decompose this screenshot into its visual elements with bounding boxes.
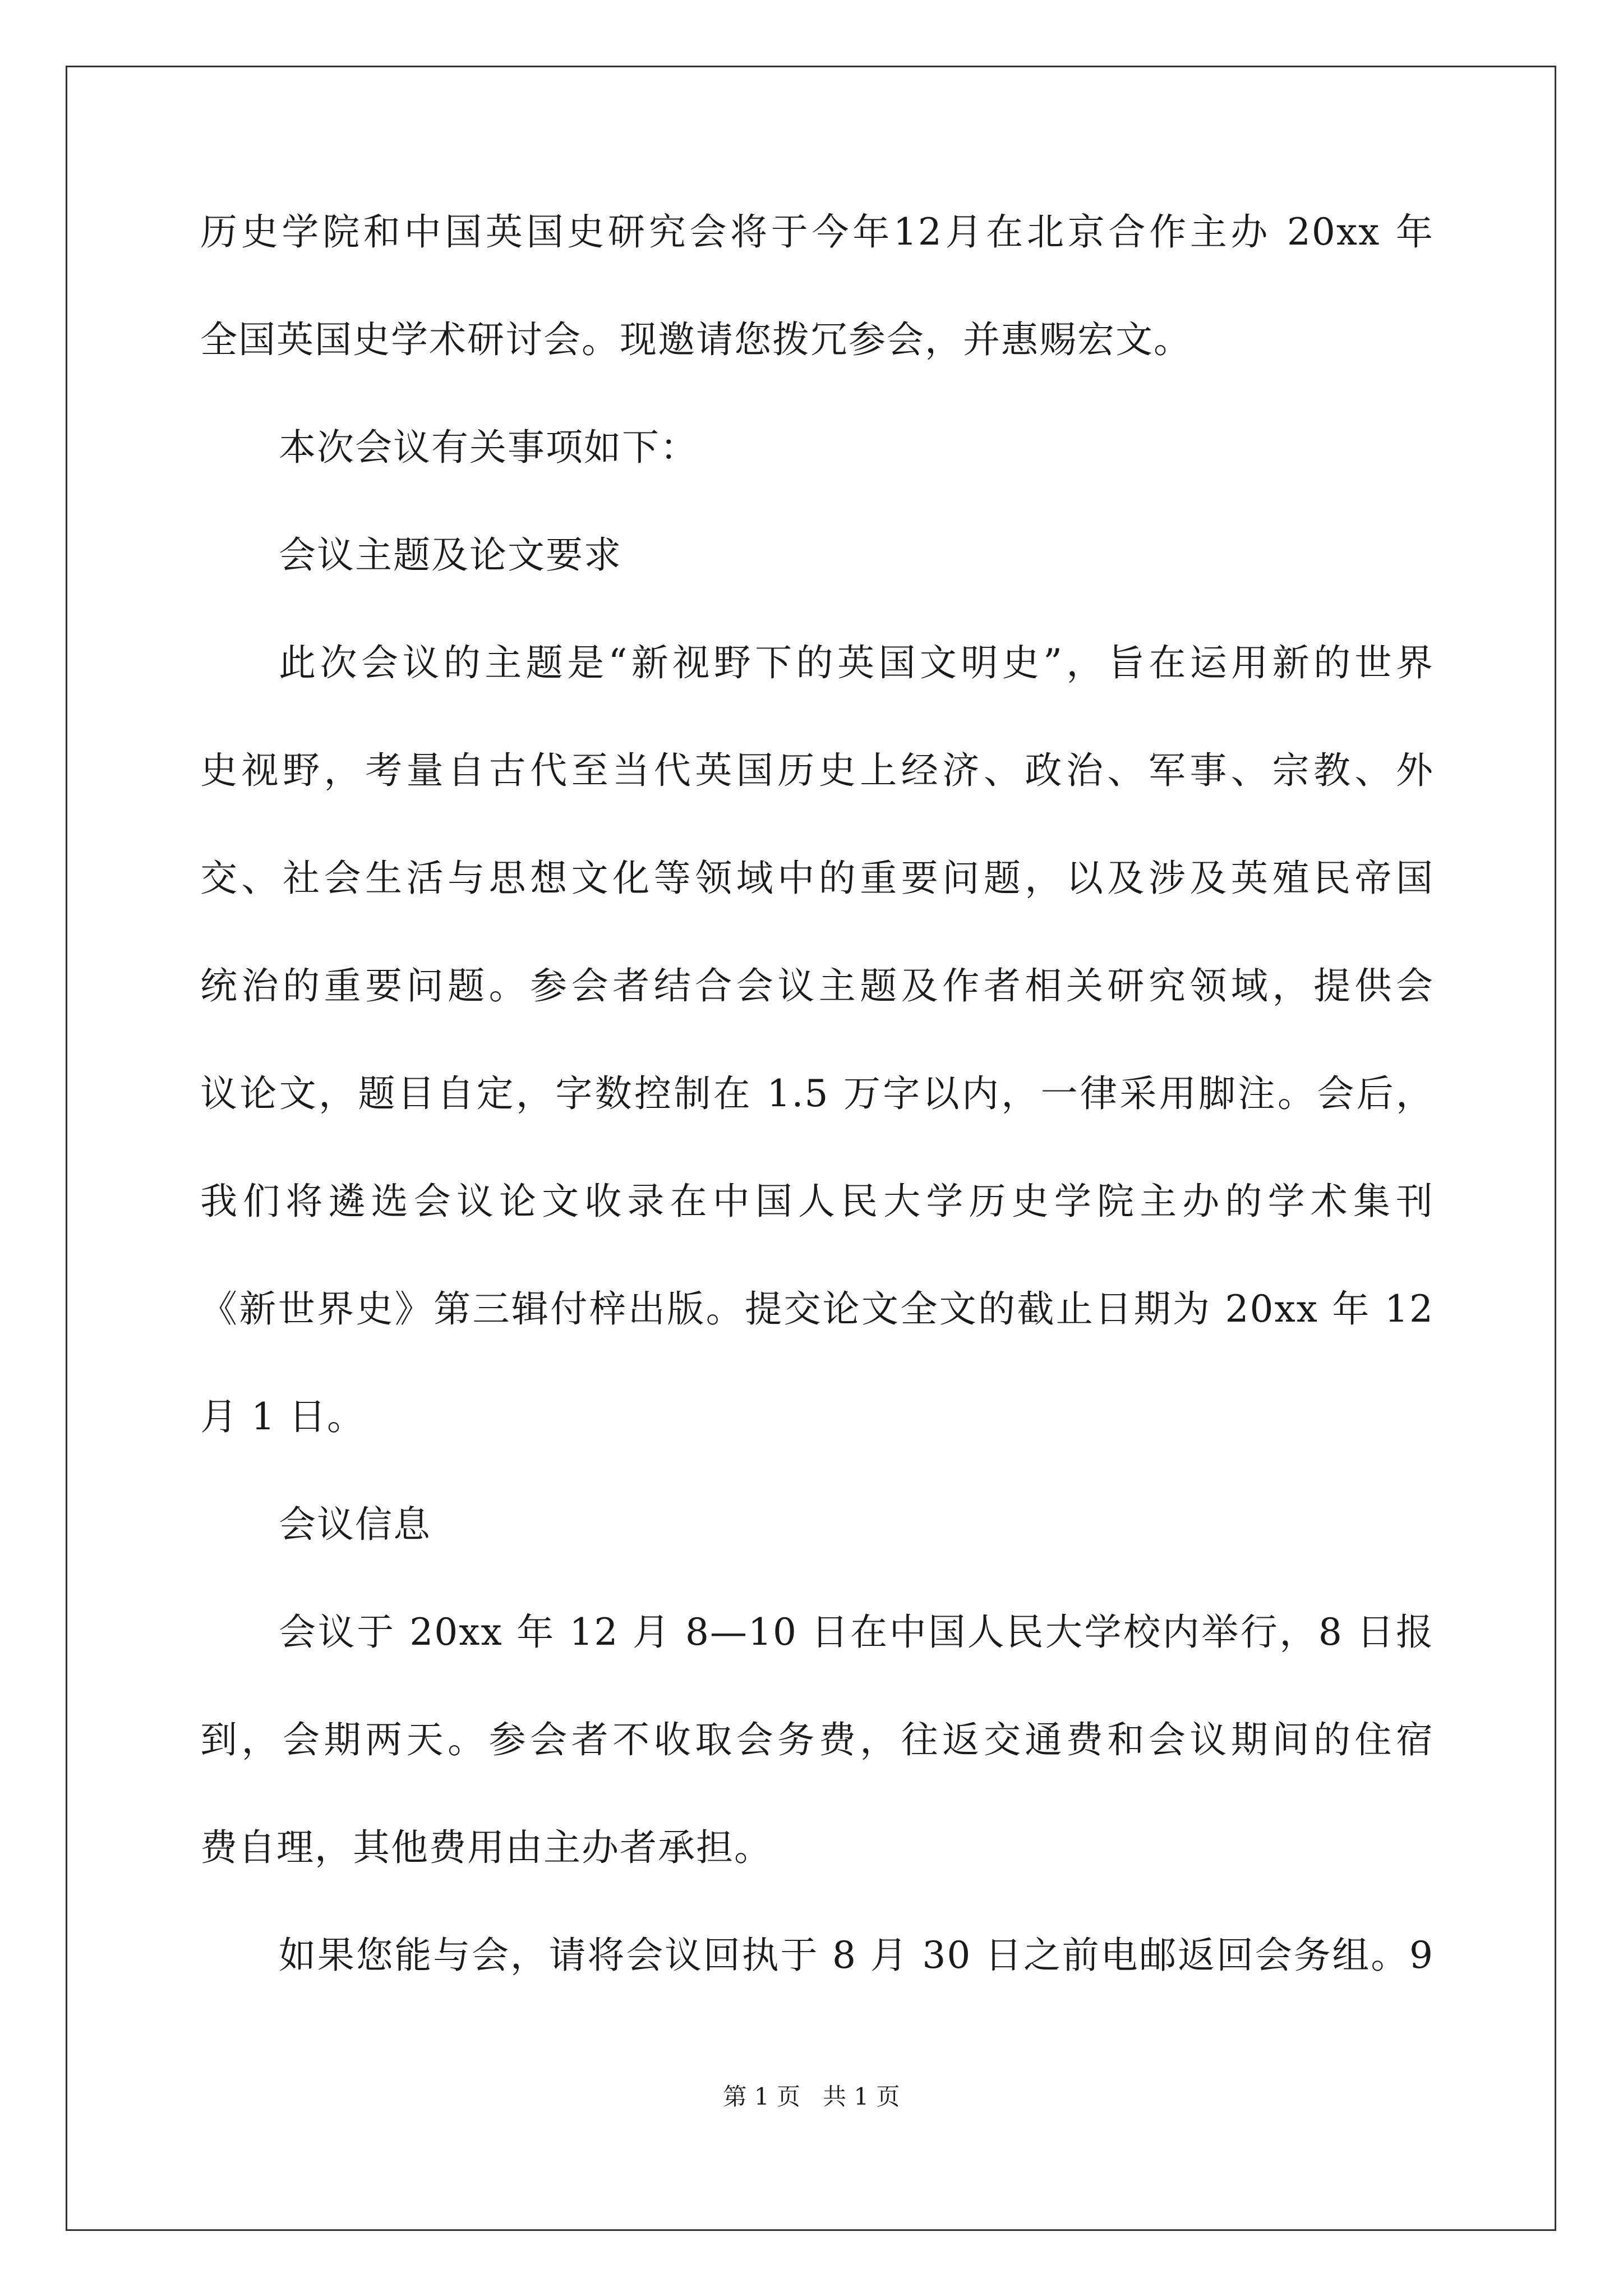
- document-body: [200, 210, 1434, 2044]
- paragraph-line: 史视野，考量自古代至当代英国历史上经济、政治、军事、宗教、外: [200, 749, 1434, 792]
- paragraph-line: 《新世界史》第三辑付梓出版。提交论文全文的截止日期为 20xx 年 12: [200, 1287, 1434, 1331]
- paragraph-line: 统治的重要问题。参会者结合会议主题及作者相关研究领域，提供会: [200, 964, 1434, 1007]
- paragraph-line: 费自理，其他费用由主办者承担。: [200, 1826, 772, 1869]
- paragraph-line: 历史学院和中国英国史研究会将于今年12月在北京合作主办 20xx 年: [200, 210, 1434, 254]
- paragraph-line: 议论文，题目自定，字数控制在 1.5 万字以内，一律采用脚注。会后，: [200, 1072, 1434, 1115]
- paragraph-line: 我们将遴选会议论文收录在中国人民大学历史学院主办的学术集刊: [200, 1180, 1434, 1223]
- section-heading: 会议信息: [279, 1503, 431, 1546]
- paragraph-line: 如果您能与会，请将会议回执于 8 月 30 日之前电邮返回会务组。9: [279, 1934, 1434, 1977]
- paragraph-line: 本次会议有关事项如下：: [279, 426, 698, 469]
- paragraph-line: 此次会议的主题是“新视野下的英国文明史”，旨在运用新的世界: [279, 641, 1434, 684]
- section-heading: 会议主题及论文要求: [279, 533, 622, 577]
- paragraph-line: 交、社会生活与思想文化等领域中的重要问题，以及涉及英殖民帝国: [200, 857, 1434, 900]
- page-number-footer: 第 1 页 共 1 页: [723, 2083, 900, 2110]
- paragraph-line: 会议于 20xx 年 12 月 8—10 日在中国人民大学校内举行，8 日报: [279, 1611, 1434, 1654]
- paragraph-line: 到，会期两天。参会者不收取会务费，往返交通费和会议期间的住宿: [200, 1718, 1434, 1761]
- paragraph-line: 全国英国史学术研讨会。现邀请您拨冗参会，并惠赐宏文。: [200, 318, 1192, 361]
- paragraph-line: 月 1 日。: [200, 1395, 365, 1438]
